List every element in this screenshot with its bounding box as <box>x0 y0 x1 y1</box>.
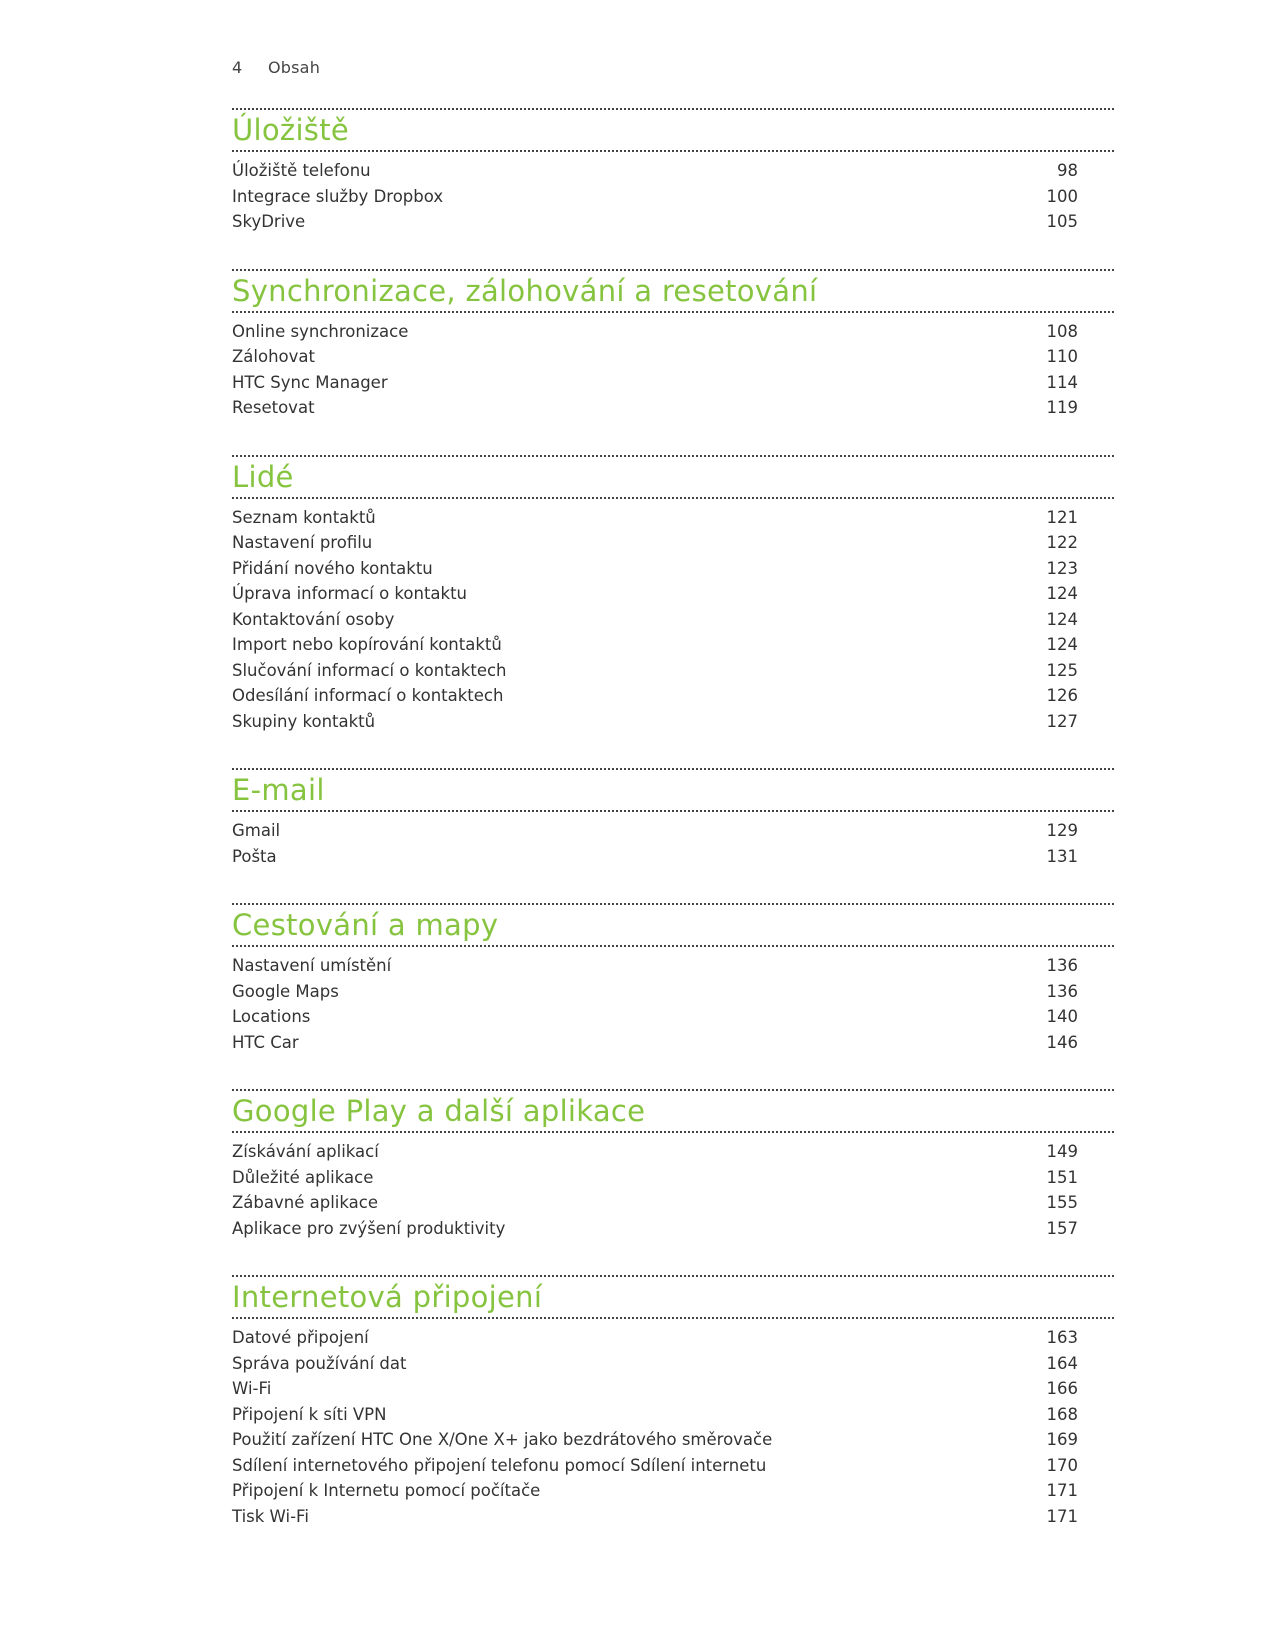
toc-entry[interactable] <box>232 1216 1078 1242</box>
toc-entry-page: 146 <box>1046 1032 1078 1052</box>
toc-entry-label: Použití zařízení HTC One X/One X+ jako bezdrátového směrovače <box>232 1430 773 1449</box>
toc-entry-label: Připojení k síti VPN <box>232 1404 387 1424</box>
toc-entry[interactable] <box>232 1504 1078 1530</box>
toc-entry[interactable] <box>232 1325 1078 1351</box>
toc-entry-label: Seznam kontaktů <box>232 507 376 527</box>
toc-entry-page: 136 <box>1046 956 1078 975</box>
toc-entry[interactable] <box>232 607 1078 633</box>
toc-entry-page: 149 <box>1046 1142 1078 1161</box>
toc-entry-page: 127 <box>1046 711 1078 731</box>
toc-entry[interactable] <box>232 818 1078 844</box>
toc-entry-label: Google Maps <box>232 981 339 1001</box>
toc-entry[interactable] <box>232 1004 1078 1030</box>
toc-entry-page: 131 <box>1046 846 1078 866</box>
toc-entry-label: Nastavení profilu <box>232 533 373 552</box>
toc-entry[interactable] <box>232 844 1078 870</box>
toc-entry-page: 169 <box>1046 1430 1078 1449</box>
toc-entry-page: 155 <box>1046 1193 1078 1212</box>
running-title: Obsah <box>268 58 321 77</box>
toc-entry-label: HTC Car <box>232 1032 299 1052</box>
toc-entry[interactable] <box>232 319 1078 345</box>
toc-entry-page: 114 <box>1046 372 1078 392</box>
toc-entry[interactable] <box>232 530 1078 556</box>
toc-entry[interactable] <box>232 370 1078 396</box>
toc-entry-label: Sdílení internetového připojení telefonu pomocí Sdílení internetu <box>232 1455 767 1475</box>
toc-entry-page: 166 <box>1046 1379 1078 1398</box>
toc-entry[interactable] <box>232 1427 1078 1453</box>
toc-entry-page: 163 <box>1046 1328 1078 1347</box>
toc-entry-page: 168 <box>1046 1404 1078 1424</box>
toc-entry-label: HTC Sync Manager <box>232 372 388 392</box>
toc-entry-label: Správa používání dat <box>232 1353 407 1373</box>
section-entries <box>232 152 1114 235</box>
toc-entry[interactable] <box>232 395 1078 421</box>
toc-entry[interactable] <box>232 505 1078 531</box>
toc-entry[interactable] <box>232 581 1078 607</box>
section-heading: Google Play a další aplikace <box>232 1091 1114 1133</box>
toc-entry-label: Gmail <box>232 821 281 840</box>
toc-section <box>232 903 1114 1055</box>
section-entries <box>232 812 1114 869</box>
section-heading: Cestování a mapy <box>232 905 1114 947</box>
section-heading: Synchronizace, zálohování a resetování <box>232 271 1114 313</box>
toc-section <box>232 768 1114 869</box>
toc-section <box>232 108 1114 235</box>
toc-entry-page: 129 <box>1046 821 1078 840</box>
section-heading: E-mail <box>232 770 1114 812</box>
toc-entry-label: Resetovat <box>232 398 315 417</box>
toc-entry-page: 105 <box>1046 212 1078 231</box>
toc-entry-page: 164 <box>1046 1353 1078 1373</box>
toc-entry[interactable] <box>232 556 1078 582</box>
toc-entry-page: 170 <box>1046 1455 1078 1475</box>
toc-section <box>232 1089 1114 1241</box>
toc-entry-label: Získávání aplikací <box>232 1142 379 1161</box>
toc-entry[interactable] <box>232 953 1078 979</box>
table-of-contents <box>232 108 1114 1563</box>
toc-entry-page: 124 <box>1046 635 1078 654</box>
toc-entry-label: Locations <box>232 1007 311 1026</box>
toc-entry-page: 100 <box>1046 186 1078 206</box>
toc-entry[interactable] <box>232 1453 1078 1479</box>
toc-entry[interactable] <box>232 184 1078 210</box>
toc-entry-page: 119 <box>1046 398 1078 417</box>
toc-entry[interactable] <box>232 158 1078 184</box>
toc-section <box>232 455 1114 735</box>
toc-entry-label: Pošta <box>232 846 277 866</box>
toc-entry-page: 157 <box>1046 1218 1078 1238</box>
toc-entry[interactable] <box>232 1165 1078 1191</box>
toc-entry-page: 125 <box>1046 660 1078 680</box>
toc-entry-label: Aplikace pro zvýšení produktivity <box>232 1218 506 1238</box>
toc-entry-label: Úprava informací o kontaktu <box>232 584 468 603</box>
toc-entry[interactable] <box>232 658 1078 684</box>
toc-entry[interactable] <box>232 979 1078 1005</box>
section-heading: Internetová připojení <box>232 1277 1114 1319</box>
toc-entry-label: Tisk Wi-Fi <box>232 1506 309 1526</box>
toc-entry-label: Důležité aplikace <box>232 1167 374 1187</box>
toc-entry[interactable] <box>232 209 1078 235</box>
toc-entry-label: Online synchronizace <box>232 321 409 341</box>
toc-entry-page: 171 <box>1046 1481 1078 1500</box>
toc-entry[interactable] <box>232 1478 1078 1504</box>
section-heading: Úložiště <box>232 110 1114 152</box>
toc-entry-label: Skupiny kontaktů <box>232 711 376 731</box>
toc-section <box>232 1275 1114 1529</box>
toc-entry[interactable] <box>232 1402 1078 1428</box>
toc-entry[interactable] <box>232 1139 1078 1165</box>
page-number: 4 <box>232 58 243 77</box>
toc-entry-label: Integrace služby Dropbox <box>232 186 444 206</box>
toc-entry-page: 122 <box>1046 533 1078 552</box>
toc-entry-page: 171 <box>1046 1506 1078 1526</box>
section-entries <box>232 499 1114 735</box>
toc-entry[interactable] <box>232 709 1078 735</box>
toc-entry-label: Připojení k Internetu pomocí počítače <box>232 1481 541 1500</box>
toc-entry-label: Přidání nového kontaktu <box>232 558 433 578</box>
toc-section <box>232 269 1114 421</box>
toc-entry-label: Odesílání informací o kontaktech <box>232 686 504 705</box>
toc-entry-page: 140 <box>1046 1007 1078 1026</box>
toc-entry-label: Wi-Fi <box>232 1379 272 1398</box>
section-entries <box>232 313 1114 421</box>
toc-entry[interactable] <box>232 632 1078 658</box>
toc-entry-page: 98 <box>1057 161 1078 180</box>
section-entries <box>232 1319 1114 1529</box>
toc-entry-label: Import nebo kopírování kontaktů <box>232 635 502 654</box>
toc-entry-page: 110 <box>1046 347 1078 366</box>
toc-entry[interactable] <box>232 683 1078 709</box>
section-entries <box>232 1133 1114 1241</box>
toc-entry-label: SkyDrive <box>232 212 306 231</box>
toc-entry-label: Datové připojení <box>232 1328 369 1347</box>
toc-entry-label: Slučování informací o kontaktech <box>232 660 507 680</box>
toc-entry-label: Zálohovat <box>232 347 315 366</box>
toc-entry-label: Nastavení umístění <box>232 956 392 975</box>
section-heading: Lidé <box>232 457 1114 499</box>
toc-entry-page: 121 <box>1046 507 1078 527</box>
toc-entry-page: 123 <box>1046 558 1078 578</box>
section-entries <box>232 947 1114 1055</box>
toc-entry-page: 124 <box>1046 584 1078 603</box>
toc-entry-label: Zábavné aplikace <box>232 1193 378 1212</box>
toc-entry[interactable] <box>232 1030 1078 1056</box>
toc-entry[interactable] <box>232 1376 1078 1402</box>
running-header <box>232 58 320 77</box>
toc-entry-page: 124 <box>1046 609 1078 629</box>
toc-entry-label: Úložiště telefonu <box>232 161 371 180</box>
toc-entry-page: 108 <box>1046 321 1078 341</box>
toc-entry-page: 126 <box>1046 686 1078 705</box>
toc-entry[interactable] <box>232 344 1078 370</box>
toc-entry-page: 136 <box>1046 981 1078 1001</box>
toc-entry-page: 151 <box>1046 1167 1078 1187</box>
toc-entry[interactable] <box>232 1351 1078 1377</box>
toc-entry[interactable] <box>232 1190 1078 1216</box>
toc-entry-label: Kontaktování osoby <box>232 609 395 629</box>
